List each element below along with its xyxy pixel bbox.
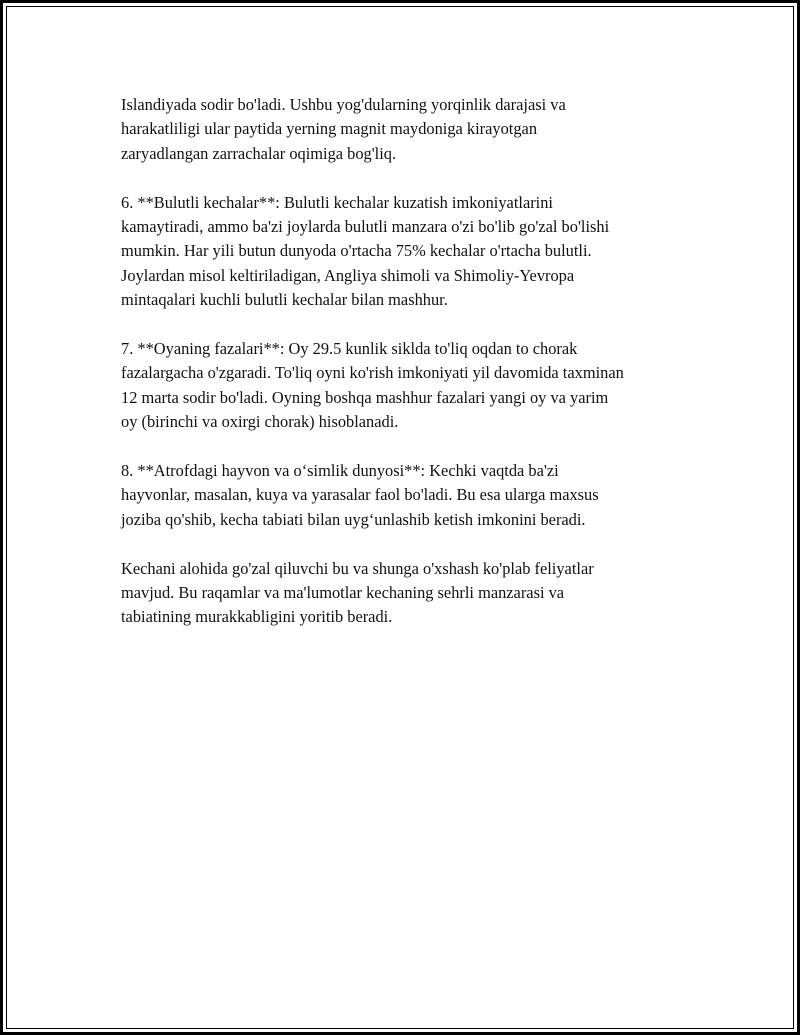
paragraph-aurora-end [121, 93, 696, 166]
text-line: 7. **Oyaning fazalari**: Oy 29.5 kunlik siklda to'liq oqdan to chorak [121, 339, 578, 359]
text-line: oy (birinchi va oxirgi chorak) hisoblanadi. [121, 412, 399, 432]
text-line: kamaytiradi, ammo ba'zi joylarda bulutli manzara o'zi bo'lib go'zal bo'lishi [121, 217, 610, 237]
text-line: 6. **Bulutli kechalar**: Bulutli kechalar kuzatish imkoniyatlarini [121, 192, 553, 212]
text-line: Joylardan misol keltiriladigan, Angliya shimoli va Shimoliy-Yevropa [121, 265, 575, 285]
text-line: mumkin. Har yili butun dunyoda o'rtacha 75% kechalar o'rtacha bulutli. [121, 241, 592, 261]
text-line: mavjud. Bu raqamlar va ma'lumotlar kechaning sehrli manzarasi va [121, 583, 565, 603]
text-line: Islandiyada sodir bo'ladi. Ushbu yog'dularning yorqinlik darajasi va [121, 95, 566, 114]
text-line: harakatliligi ular paytida yerning magnit maydoniga kirayotgan [121, 119, 538, 139]
text-line: joziba qo'shib, kecha tabiati bilan uyg‘unlashib ketish imkonini beradi. [121, 509, 586, 529]
text-line: mintaqalari kuchli bulutli kechalar bilan mashhur. [121, 290, 448, 310]
paragraph-conclusion [121, 557, 696, 630]
text-line: fazalargacha o'zgaradi. To'liq oyni ko'rish imkoniyati yil davomida taxminan [121, 363, 624, 383]
paragraph-moon-phases [121, 337, 696, 435]
document-body [121, 93, 696, 654]
paragraph-wildlife [121, 459, 696, 532]
text-line: zaryadlangan zarrachalar oqimiga bog'liq. [121, 143, 397, 163]
text-line: 8. **Atrofdagi hayvon va o‘simlik dunyosi**: Kechki vaqtda ba'zi [121, 461, 559, 481]
paragraph-cloudy-nights [121, 191, 696, 313]
text-line: tabiatining murakkabligini yoritib beradi. [121, 607, 393, 627]
text-line: hayvonlar, masalan, kuya va yarasalar faol bo'ladi. Bu esa ularga maxsus [121, 485, 599, 505]
text-line: Kechani alohida go'zal qiluvchi bu va shunga o'xshash ko'plab feliyatlar [121, 558, 594, 578]
text-line: 12 marta sodir bo'ladi. Oyning boshqa mashhur fazalari yangi oy va yarim [121, 387, 609, 407]
